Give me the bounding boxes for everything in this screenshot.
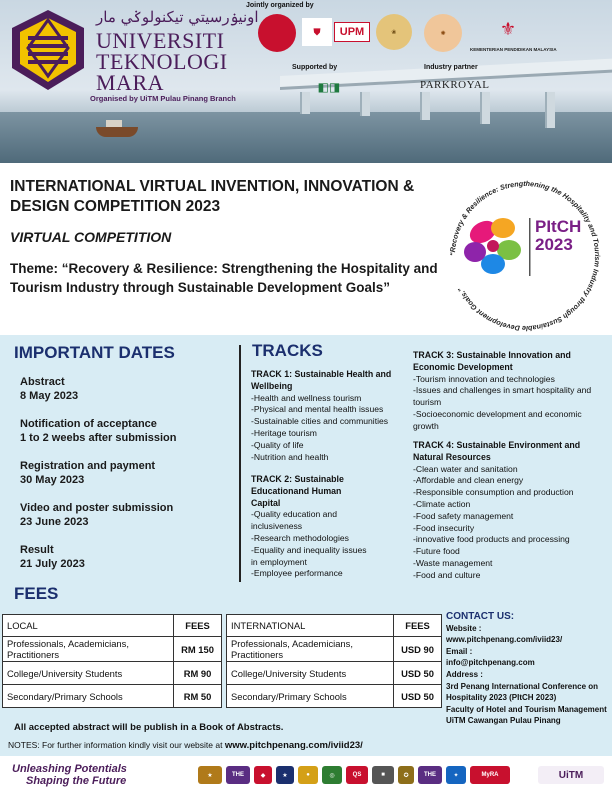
ranking-badge-icon: ★ [198, 766, 222, 784]
fee-category: Professionals, Academicians, Practitioners [3, 637, 174, 662]
address-text: 3rd Penang International Conference on Hospitality 2023 (PItCH 2023) Faculty of Hotel and Tourism Management UiTM Cawangan Pulau Pinang [446, 681, 607, 726]
column-header: FEES [394, 615, 442, 637]
date-label: Notification of acceptance [20, 418, 157, 430]
track-items: -Tourism innovation and technologies -Issues and challenges in smart hospitality and tourism -Socioeconomic development and economic growth [413, 373, 592, 431]
industry-label: Industry partner [424, 64, 478, 71]
university-line: UNIVERSITI [96, 28, 225, 53]
ranking-badge-icon: ● [298, 766, 318, 784]
malaysia-crest-icon: ⚜ [499, 18, 517, 39]
important-dates-heading: IMPORTANT DATES [14, 343, 175, 362]
pitch-name: PItCH [535, 217, 582, 236]
fee-category: College/University Students [3, 662, 174, 685]
date-item [20, 417, 177, 445]
boat [96, 127, 138, 137]
bridge-pier [480, 92, 490, 124]
parkroyal-logo: PARKROYAL [420, 79, 490, 91]
table-row [3, 662, 222, 685]
supported-label: Supported by [292, 64, 338, 71]
column-header: LOCAL [3, 615, 174, 637]
university-line: TEKNOLOGI [96, 49, 228, 74]
jointly-label: Jointly organized by [246, 2, 314, 9]
accepted-note: All accepted abstract will be publish in a Book of Abstracts. [14, 722, 284, 733]
date-value: 21 July 2023 [20, 558, 85, 570]
website-link[interactable]: www.pitchpenang.com/iviid23/ [446, 635, 563, 645]
website-label: Website : [446, 623, 482, 633]
supporter-logo-icon: ◧◨ [317, 80, 341, 94]
email-link[interactable]: info@pitchpenang.com [446, 658, 535, 668]
table-row [227, 662, 442, 685]
fee-category: Professionals, Academicians, Practitioners [227, 637, 394, 662]
sea [0, 112, 612, 163]
subtitle: VIRTUAL COMPETITION [10, 229, 172, 245]
usim-logo-icon: ❀ [376, 14, 412, 50]
track-1 [251, 369, 413, 463]
ranking-badge-icon: MyRA [470, 766, 510, 784]
track-2 [251, 474, 371, 580]
table-row [3, 685, 222, 708]
column-header: INTERNATIONAL [227, 615, 394, 637]
fee-category: Secondary/Primary Schools [227, 685, 394, 708]
address-label: Address : [446, 669, 483, 679]
date-label: Registration and payment [20, 460, 156, 472]
divider [239, 345, 241, 582]
track-4 [413, 440, 609, 582]
bridge-pier [420, 92, 430, 120]
slogan-line: Shaping the Future [26, 775, 127, 787]
contact-heading: CONTACT US: [446, 611, 515, 622]
table-row [3, 637, 222, 662]
title-line: DESIGN COMPETITION 2023 [10, 198, 221, 215]
notes-line [8, 740, 363, 751]
uitm-crest-icon [10, 8, 86, 92]
local-fees-table [2, 614, 222, 708]
bridge-pier [360, 92, 370, 116]
international-fees-table [226, 614, 442, 708]
ranking-badge-icon: ★ [276, 766, 294, 784]
track-items: -Clean water and sanitation -Affordable and clean energy -Responsible consumption and production -Climate action -Food safety management -Food insecurity -innovative food products and processing -Future food -Waste management -Food and culture [413, 463, 574, 580]
date-item [20, 501, 173, 529]
jawi-text: اونيۏرسيتي تيكنولوݢي مار [96, 8, 259, 26]
contact-block [446, 611, 610, 727]
date-item [20, 375, 78, 403]
ranking-badge-icon: THE [226, 766, 250, 784]
table-row [227, 685, 442, 708]
fee-category: Secondary/Primary Schools [3, 685, 174, 708]
table-header [227, 615, 442, 637]
uitm-footer-logo: UiTM [538, 766, 604, 784]
track-3 [413, 350, 605, 433]
slogan-line: Unleashing Potentials [12, 763, 127, 775]
date-label: Abstract [20, 376, 65, 388]
date-value: 1 to 2 weebs after submission [20, 432, 177, 444]
fee-amount: RM 90 [174, 662, 222, 685]
table-row [227, 637, 442, 662]
notes-prefix: NOTES: For further information kindly visit our website at [8, 740, 223, 750]
kementerian-label: KEMENTERIAN PENDIDIKAN MALAYSIA [470, 47, 557, 52]
university-line: MARA [96, 70, 165, 95]
fee-amount: RM 50 [174, 685, 222, 708]
date-item [20, 459, 155, 487]
ring-text: “Recovery & Resilience: Strengthening the Hospitality and Tourism Industry through Sustainable Development Goals.” [447, 178, 603, 334]
fee-amount: USD 50 [394, 685, 442, 708]
theme-text: Theme: “Recovery & Resilience: Strengthening the Hospitality and Tourism Industry through Sustainable Development Goals” [10, 261, 438, 295]
partner-seal-icon [258, 14, 296, 52]
partner-seal-icon: ✺ [424, 14, 462, 52]
fee-category: College/University Students [227, 662, 394, 685]
date-item [20, 543, 85, 571]
ranking-badge-icon: ◆ [254, 766, 272, 784]
tracks-heading: TRACKS [252, 341, 323, 360]
date-label: Result [20, 544, 54, 556]
organised-by: Organised by UiTM Pulau Pinang Branch [90, 94, 236, 103]
pitch-year: 2023 [535, 235, 573, 254]
date-value: 8 May 2023 [20, 390, 79, 402]
date-label: Video and poster submission [20, 502, 174, 514]
fees-heading: FEES [14, 584, 59, 603]
date-value: 23 June 2023 [20, 516, 89, 528]
page-title [10, 177, 450, 217]
ranking-badge-icon: ✪ [398, 766, 414, 784]
column-header: FEES [174, 615, 222, 637]
track-items: -Quality education and inclusiveness -Research methodologies -Equality and inequality issues in employment -Employee performance [251, 509, 367, 579]
ranking-badge-icon: QS [346, 766, 368, 784]
notes-url[interactable]: www.pitchpenang.com/iviid23/ [224, 740, 363, 751]
track-items: -Health and wellness tourism -Physical and mental health issues -Sustainable cities and communities -Heritage tourism -Quality of life -Nutrition and health [251, 392, 389, 462]
email-label: Email : [446, 646, 473, 656]
partner-logo-icon: ⛊ [302, 18, 332, 46]
track-title: TRACK 4: Sustainable Environment and Natural Resources [413, 440, 581, 462]
bridge-pier [545, 92, 555, 128]
fee-amount: USD 90 [394, 637, 442, 662]
university-name [96, 30, 228, 93]
fee-amount: USD 50 [394, 662, 442, 685]
ranking-badge-icon: ✦ [446, 766, 466, 784]
ranking-badge-icon: ◎ [322, 766, 342, 784]
table-header [3, 615, 222, 637]
fee-amount: RM 150 [174, 637, 222, 662]
date-value: 30 May 2023 [20, 474, 85, 486]
track-title: TRACK 1: Sustainable Health and Wellbeing [251, 369, 392, 391]
title-line: INTERNATIONAL VIRTUAL INVENTION, INNOVATION & [10, 178, 415, 195]
track-title: TRACK 2: Sustainable Educationand Human Capital [251, 474, 344, 508]
track-title: TRACK 3: Sustainable Innovation and Economic Development [413, 350, 571, 372]
slogan [12, 763, 127, 787]
upm-logo: UPM [334, 22, 370, 42]
ranking-badge-icon: THE [418, 766, 442, 784]
ranking-badge-icon: ■ [372, 766, 394, 784]
